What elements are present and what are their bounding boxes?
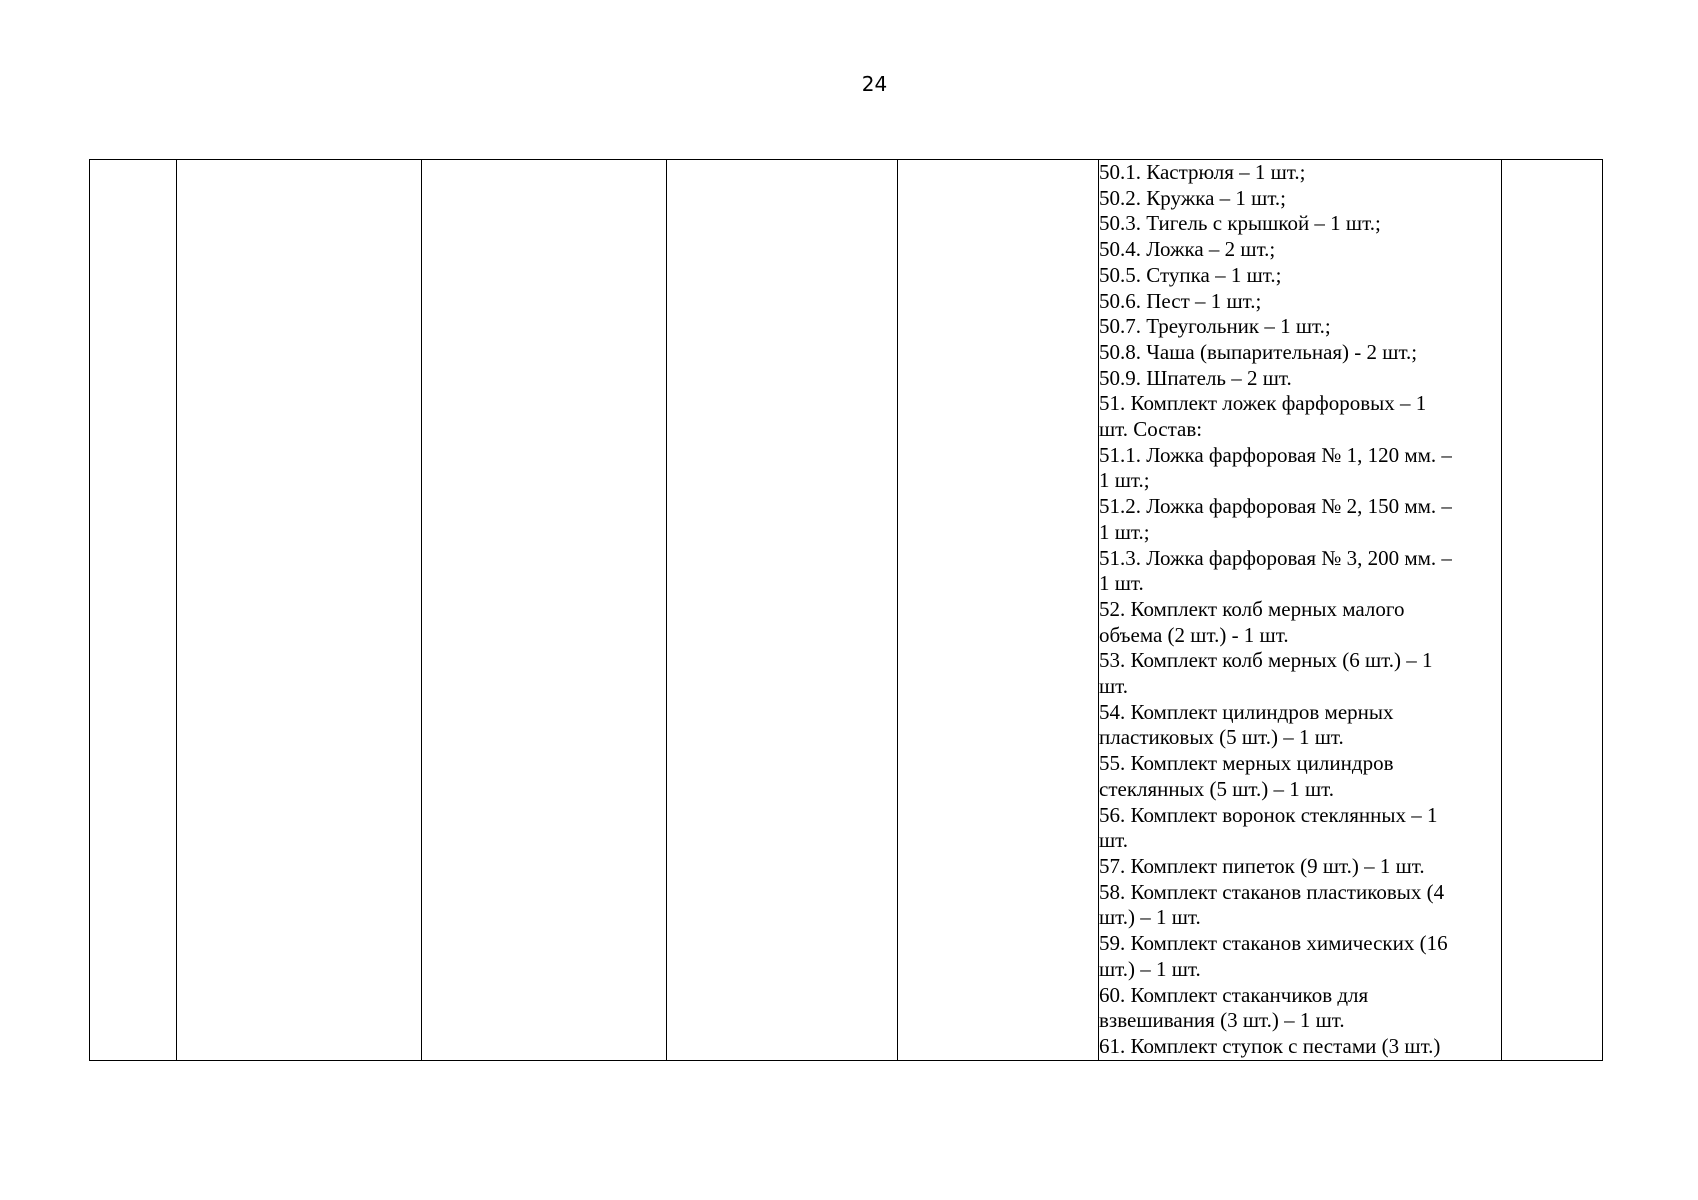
list-line: 57. Комплект пипеток (9 шт.) – 1 шт. [1099, 853, 1425, 878]
list-line: шт. Состав: [1099, 417, 1203, 442]
list-line: 51.2. Ложка фарфоровая № 2, 150 мм. – [1099, 494, 1452, 519]
list-line: 50.6. Пест – 1 шт.; [1099, 288, 1262, 313]
table-cell-col-5 [898, 160, 1099, 1061]
list-line: 55. Комплект мерных цилиндров [1099, 751, 1394, 776]
page-number: 24 [861, 72, 888, 96]
list-line: 59. Комплект стаканов химических (16 [1099, 931, 1448, 956]
list-line: шт.) – 1 шт. [1099, 956, 1201, 981]
list-line: 51.3. Ложка фарфоровая № 3, 200 мм. – [1099, 545, 1452, 570]
list-line: 50.1. Кастрюля – 1 шт.; [1099, 160, 1306, 184]
table-cell-col-2 [177, 160, 422, 1061]
list-line: 54. Комплект цилиндров мерных [1099, 699, 1394, 724]
list-line: 50.8. Чаша (выпарительная) - 2 шт.; [1099, 339, 1418, 364]
inventory-table [89, 159, 1603, 1061]
equipment-list-cell [1099, 160, 1502, 1061]
list-line: шт.) – 1 шт. [1099, 905, 1201, 930]
list-line: 52. Комплект колб мерных малого [1099, 596, 1405, 621]
list-line: 61. Комплект ступок с пестами (3 шт.) [1099, 1033, 1441, 1058]
list-line: шт. [1099, 674, 1129, 699]
list-line: 50.7. Треугольник – 1 шт.; [1099, 314, 1331, 339]
list-line: 60. Комплект стаканчиков для [1099, 982, 1369, 1007]
list-line: 53. Комплект колб мерных (6 шт.) – 1 [1099, 648, 1433, 673]
list-line: 51.1. Ложка фарфоровая № 1, 120 мм. – [1099, 442, 1452, 467]
list-line: 50.2. Кружка – 1 шт.; [1099, 185, 1287, 210]
table-cell-col-3 [422, 160, 667, 1061]
list-line: 50.3. Тигель с крышкой – 1 шт.; [1099, 211, 1381, 236]
list-line: 1 шт.; [1099, 519, 1150, 544]
list-line: 50.4. Ложка – 2 шт.; [1099, 237, 1276, 262]
table-cell-col-4 [667, 160, 898, 1061]
table-cell-col-7 [1502, 160, 1603, 1061]
list-line: объема (2 шт.) - 1 шт. [1099, 622, 1289, 647]
list-line: 1 шт.; [1099, 468, 1150, 493]
list-line: 1 шт. [1099, 571, 1144, 596]
list-line: 51. Комплект ложек фарфоровых – 1 [1099, 391, 1427, 416]
list-line: 58. Комплект стаканов пластиковых (4 [1099, 879, 1445, 904]
list-line: 50.9. Шпатель – 2 шт. [1099, 365, 1292, 390]
list-line: 50.5. Ступка – 1 шт.; [1099, 262, 1282, 287]
table-cell-col-1 [90, 160, 177, 1061]
list-line: пластиковых (5 шт.) – 1 шт. [1099, 725, 1344, 750]
list-line: шт. [1099, 828, 1129, 853]
list-line: взвешивания (3 шт.) – 1 шт. [1099, 1008, 1345, 1033]
list-line: 56. Комплект воронок стеклянных – 1 [1099, 802, 1438, 827]
table-row [90, 160, 1603, 1061]
list-line: стеклянных (5 шт.) – 1 шт. [1099, 776, 1335, 801]
